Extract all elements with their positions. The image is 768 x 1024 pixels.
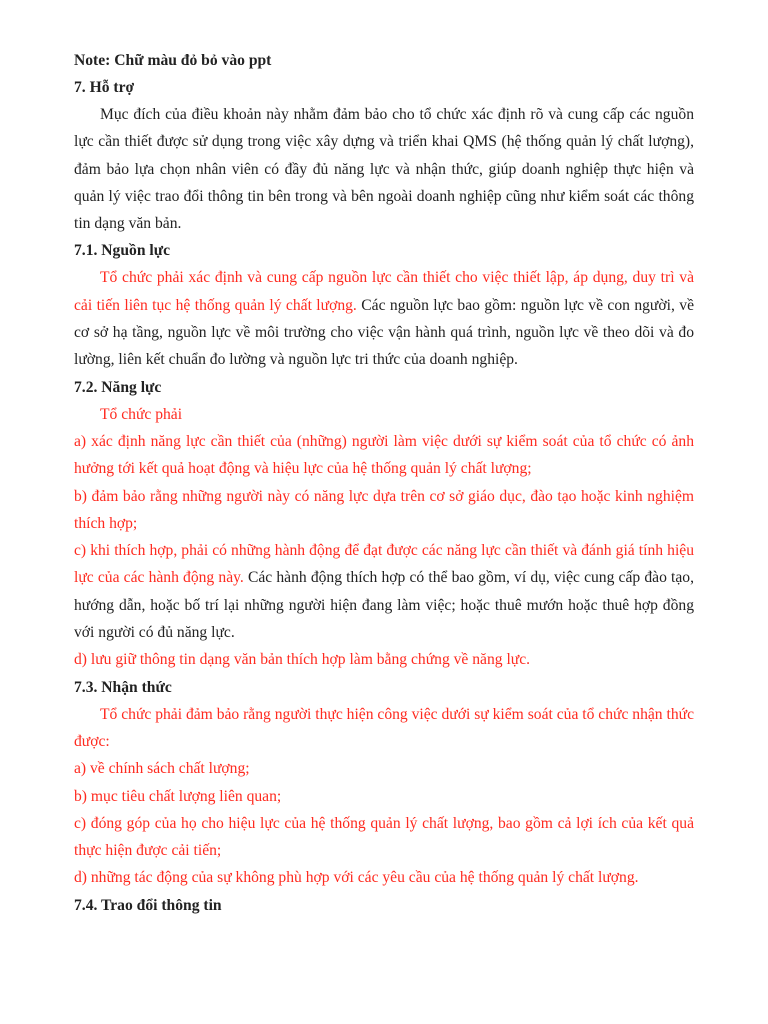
section-7-3-item-b: b) mục tiêu chất lượng liên quan; [74, 787, 282, 805]
section-7-2-item-c [74, 537, 694, 646]
section-7-2-item-c-black: Các hành động thích hợp có thể bao gồm, ví dụ, việc cung cấp đào tạo, hướng dẫn, hoặc bố trí lại những người hiện đang làm việc; hoặc thuê mướn hoặc thuê hợp đồng với người có đủ năng lực. [74, 569, 694, 642]
section-7-2-item-b: b) đảm bảo rằng những người này có năng lực dựa trên cơ sở giáo dục, đào tạo hoặc kinh nghiệm thích hợp; [74, 487, 694, 532]
section-7-3-heading: 7.3. Nhận thức [74, 678, 172, 696]
section-7-heading: 7. Hỗ trợ [74, 79, 135, 96]
section-7-1-paragraph [74, 264, 694, 373]
section-7-3-item-c: c) đóng góp của họ cho hiệu lực của hệ thống quản lý chất lượng, bao gồm cả lợi ích của kết quả thực hiện được cải tiến; [74, 814, 694, 860]
section-7-2-item-d: d) lưu giữ thông tin dạng văn bản thích hợp làm bằng chứng về năng lực. [74, 651, 531, 669]
section-7-3-item-a: a) về chính sách chất lượng; [74, 760, 250, 778]
section-7-2-heading: 7.2. Năng lực [74, 378, 162, 396]
section-7-1-black-text: Các nguồn lực bao gồm: nguồn lực về con người, về cơ sở hạ tầng, nguồn lực về môi trường cho việc vận hành quá trình, nguồn lực về theo dõi và đo lường, liên kết chuẩn đo lường và nguồn lực tri thức của doanh nghiệp. [74, 296, 694, 369]
section-7-3-lead: Tổ chức phải đảm bảo rằng người thực hiện công việc dưới sự kiểm soát của tổ chức nhận thức được: [74, 705, 694, 750]
note-line: Note: Chữ màu đỏ bỏ vào ppt [74, 52, 272, 69]
section-7-2-item-a: a) xác định năng lực cần thiết của (những) người làm việc dưới sự kiểm soát của tổ chức có ảnh hưởng tới kết quả hoạt động và hiệu lực của hệ thống quản lý chất lượng; [74, 432, 694, 478]
section-7-1-red-text: Tổ chức phải xác định và cung cấp nguồn lực cần thiết cho việc thiết lập, áp dụng, duy trì và cải tiến liên tục hệ thống quản lý chất lượng. [74, 269, 694, 314]
section-7-4-heading: 7.4. Trao đổi thông tin [74, 896, 222, 914]
section-7-2-item-c-red: c) khi thích hợp, phải có những hành động để đạt được các năng lực cần thiết và đánh giá tính hiệu lực của các hành động này. [74, 542, 694, 587]
document-page [74, 47, 694, 919]
section-7-2-lead: Tổ chức phải [100, 405, 183, 423]
section-7-3-item-d: d) những tác động của sự không phù hợp với các yêu cầu của hệ thống quản lý chất lượng. [74, 869, 639, 887]
section-7-intro: Mục đích của điều khoản này nhằm đảm bảo cho tổ chức xác định rõ và cung cấp các nguồn lực cần thiết được sử dụng trong việc xây dựng và triển khai QMS (hệ thống quản lý chất lượng), đảm bảo lựa chọn nhân viên có đầy đủ năng lực và nhận thức, giúp doanh nghiệp thực hiện và quản lý việc trao đổi thông tin bên trong và bên ngoài doanh nghiệp cũng như kiểm soát các thông tin dạng văn bản. [74, 106, 694, 233]
section-7-1-heading: 7.1. Nguồn lực [74, 242, 170, 260]
